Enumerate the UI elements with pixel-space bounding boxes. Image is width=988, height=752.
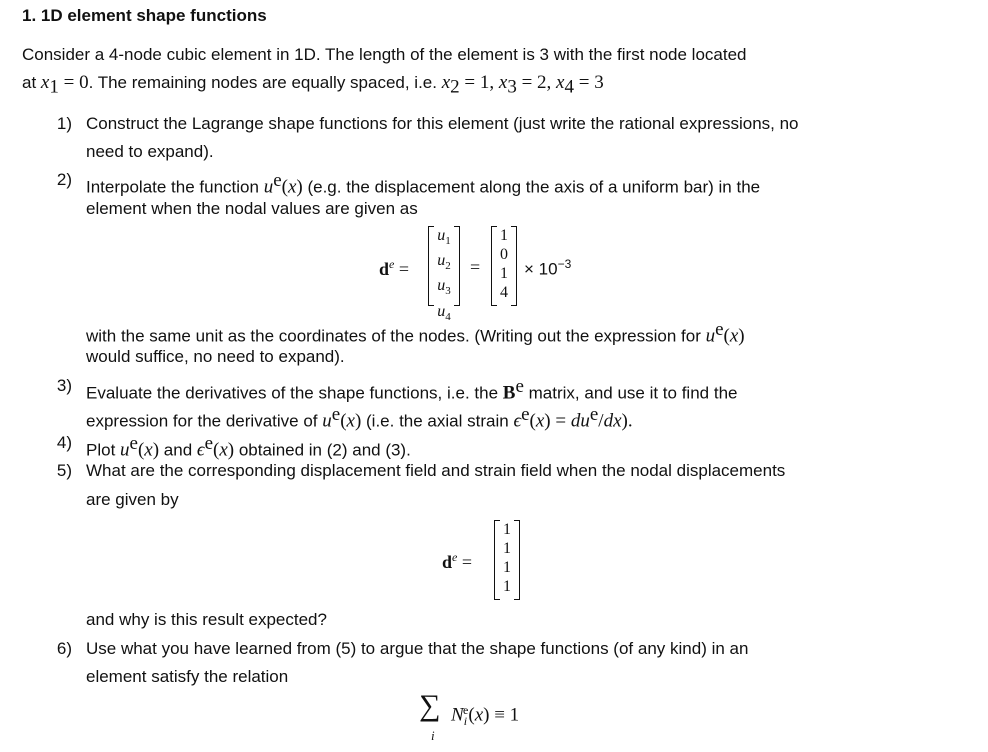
eq1-value-vector: 1 0 1 4 — [491, 226, 517, 306]
eq2-value-vector: 1 1 1 1 — [494, 520, 520, 600]
item-5-number: 5) — [56, 461, 72, 480]
item-2-line-1: Interpolate the function $u^e(x)$ (e.g. the displacement along the axis of a uniform bar) in the — [86, 170, 761, 198]
item-3-line-1: Evaluate the derivatives of the shape functions, i.e. the $B^e$ matrix, and use it to find the — [86, 376, 738, 404]
item-3-line-2: expression for the derivative of $u^e(x)$ (i.e. the axial strain $\epsilon^e(x) = du^e/dx$). — [86, 404, 633, 432]
eq1-lhs: $d^e$ = — [379, 257, 409, 279]
sum-symbol: ∑ — [419, 689, 441, 722]
item-4-number: 4) — [56, 433, 72, 452]
item-3-number: 3) — [56, 376, 72, 395]
item-2-line-2: element when the nodal values are given as — [86, 199, 418, 218]
item-5-after: and why is this result expected? — [86, 610, 327, 629]
item-6-line-2: element satisfy the relation — [86, 667, 289, 686]
item-2-after-2: would suffice, no need to expand). — [86, 347, 345, 366]
sum-index: i — [431, 728, 435, 743]
item-4-line-1: Plot $u^e(x)$ and $\epsilon^e(x)$ obtained in (2) and (3). — [86, 433, 411, 461]
item-1-line-1: Construct the Lagrange shape functions for this element (just write the rational expressions, no — [86, 114, 799, 133]
item-2-number: 2) — [56, 170, 72, 189]
item-1-line-2: need to expand). — [86, 142, 214, 161]
eq1-symbol-vector: $u_1$ $u_2$ $u_3$ $u_4$ — [428, 226, 460, 306]
item-6-line-1: Use what you have learned from (5) to argue that the shape functions (of any kind) in an — [86, 639, 749, 658]
item-6-number: 6) — [56, 639, 72, 658]
intro-line-1: Consider a 4-node cubic element in 1D. The length of the element is 3 with the first node located — [22, 45, 747, 64]
eq2-lhs: $d^e$ = — [442, 550, 472, 572]
item-5-line-2: are given by — [86, 490, 179, 509]
eq1-scale: × $10^{-3}$ — [524, 257, 572, 279]
item-5-line-1: What are the corresponding displacement field and strain field when the nodal displacements — [86, 461, 786, 480]
item-1-number: 1) — [56, 114, 72, 133]
intro-line-2: at $x_1 = 0$. The remaining nodes are equally spaced, i.e. $x_2 = 1$, $x_3 = 2$, $x_4 = 3$ — [22, 72, 604, 98]
item-2-after-1: with the same unit as the coordinates of the nodes. (Writing out the expression for $u^e(x)$ — [86, 319, 745, 347]
eq3-expression: $N_i^e(x) \equiv 1$ — [451, 703, 520, 729]
section-heading: 1. 1D element shape functions — [22, 6, 267, 25]
eq1-equals: = — [470, 257, 481, 277]
